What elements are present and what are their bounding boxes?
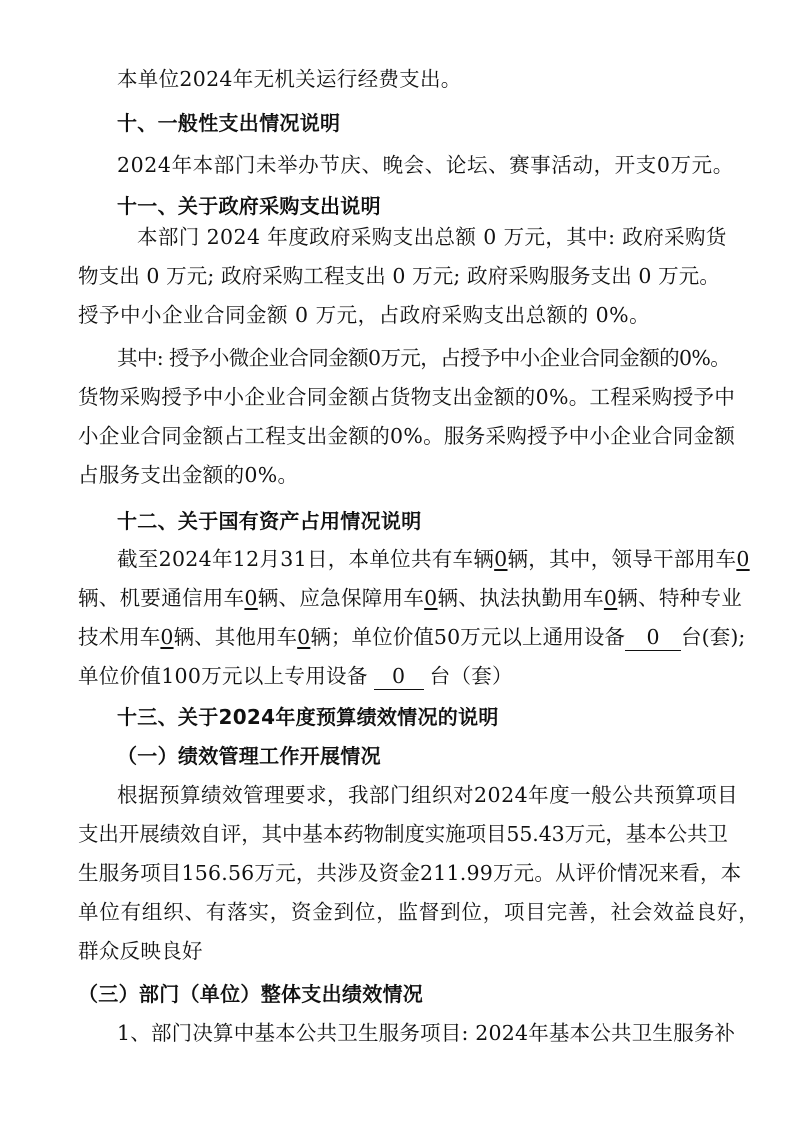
text-line: 群众反映良好 [78, 939, 203, 963]
text-line [117, 544, 750, 574]
text-line: 根据预算绩效管理要求，我部门组织对2024年度一般公共预算项目 [117, 783, 739, 807]
text-line: 其中: 授予小微企业合同金额0万元，占授予中小企业合同金额的0%。 [117, 346, 731, 370]
section-heading: 十二、关于国有资产占用情况说明 [117, 509, 422, 533]
text-span: 辆、其他用车 [173, 625, 298, 649]
underlined-value: 0 [297, 625, 311, 649]
text-span: 辆；单位价值50万元以上通用设备 [310, 625, 626, 649]
text-line: 本单位2024年无机关运行经费支出。 [117, 67, 462, 91]
text-line [78, 661, 513, 691]
underlined-blank: 0 [374, 663, 424, 690]
text-span: 技术用车 [78, 625, 161, 649]
text-line: 生服务项目156.56万元，共涉及资金211.99万元。从评价情况来看，本 [78, 861, 742, 885]
section-heading: 十三、关于2024年度预算绩效情况的说明 [117, 705, 499, 729]
text-line: 占服务支出金额的0%。 [78, 463, 299, 487]
text-line [78, 622, 745, 652]
underlined-value: 0 [424, 586, 438, 610]
section-heading: 十一、关于政府采购支出说明 [117, 194, 381, 218]
text-span: 辆、特种专业 [617, 586, 743, 610]
text-line: 货物采购授予中小企业合同金额占货物支出金额的0%。工程采购授予中 [78, 385, 736, 409]
subsection-heading: （三）部门（单位）整体支出绩效情况 [78, 982, 424, 1006]
underlined-value: 0 [736, 547, 750, 571]
text-line [78, 583, 742, 613]
text-line: 物支出 0 万元; 政府采购工程支出 0 万元; 政府采购服务支出 0 万元。 [78, 264, 720, 288]
text-line: 1、部门决算中基本公共卫生服务项目: 2024年基本公共卫生服务补 [117, 1021, 736, 1045]
text-span: 辆、执法执勤用车 [437, 586, 604, 610]
text-span: 单位价值100万元以上专用设备 [78, 664, 368, 688]
text-line: 2024年本部门未举办节庆、晚会、论坛、赛事活动，开支0万元。 [117, 153, 734, 177]
text-line: 授予中小企业合同金额 0 万元，占政府采购支出总额的 0%。 [78, 303, 651, 327]
text-line: 单位有组织、有落实，资金到位，监督到位，项目完善，社会效益良好， [78, 900, 760, 924]
underlined-value: 0 [160, 625, 174, 649]
subsection-heading: （一）绩效管理工作开展情况 [117, 744, 381, 768]
text-line: 本部门 2024 年度政府采购支出总额 0 万元，其中: 政府采购货 [137, 225, 727, 249]
underlined-value: 0 [494, 547, 508, 571]
text-span: 辆、机要通信用车 [78, 586, 245, 610]
text-span: 台（套） [429, 664, 513, 688]
text-span: 辆、应急保障用车 [257, 586, 425, 610]
text-line: 支出开展绩效自评，其中基本药物制度实施项目55.43万元，基本公共卫 [78, 822, 728, 846]
text-line: 小企业合同金额占工程支出金额的0%。服务采购授予中小企业合同金额 [78, 424, 736, 448]
section-heading: 十、一般性支出情况说明 [117, 111, 341, 135]
underlined-value: 0 [244, 586, 258, 610]
text-span: 辆，其中，领导干部用车 [507, 547, 737, 571]
text-span: 台(套); [681, 625, 746, 649]
underlined-value: 0 [603, 586, 618, 610]
underlined-blank: 0 [625, 624, 681, 651]
text-span: 截至2024年12月31日，本单位共有车辆 [117, 547, 495, 571]
